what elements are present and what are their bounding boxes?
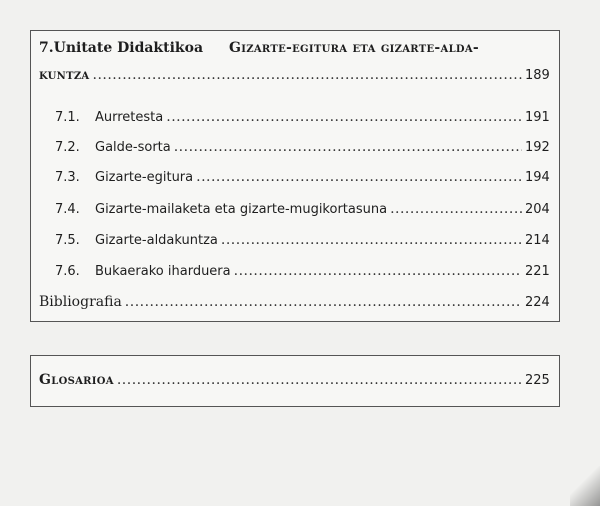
page-number: 194 [525, 170, 550, 185]
dot-leader [221, 232, 522, 248]
toc-entry-7-1[interactable] [55, 109, 549, 125]
toc-entry-7-6[interactable] [55, 263, 549, 279]
toc-entry-glossary[interactable] [39, 372, 549, 388]
dot-leader [196, 169, 522, 185]
dot-leader [166, 109, 522, 125]
glossary-toc-box [30, 355, 560, 407]
page-number: 225 [525, 373, 550, 388]
dot-leader [390, 201, 522, 217]
section-number: 7.3. [55, 170, 80, 185]
section-number: 7.1. [55, 110, 80, 125]
section-title: Gizarte-mailaketa eta gizarte-mugikortasuna [95, 202, 388, 217]
unit-title-line2: kuntza [39, 67, 90, 83]
toc-entry-7-4[interactable] [55, 201, 549, 217]
unit-7-toc-box [30, 30, 560, 322]
section-title: Gizarte-aldakuntza [95, 233, 218, 248]
unit-label: 7.Unitate Didaktikoa [39, 40, 204, 56]
toc-entry-bibliography[interactable] [39, 294, 549, 310]
toc-entry-7-5[interactable] [55, 232, 549, 248]
page-number: 204 [525, 202, 550, 217]
section-title: Aurretesta [95, 110, 164, 125]
page-number: 224 [525, 295, 550, 310]
dot-leader [125, 294, 522, 310]
unit-title-line1: Gizarte-egitura eta gizarte-alda- [229, 40, 480, 56]
unit-heading [39, 40, 479, 56]
toc-entry-7-2[interactable] [55, 139, 549, 155]
section-number: 7.2. [55, 140, 80, 155]
dot-leader [93, 67, 523, 83]
toc-entry-7-3[interactable] [55, 169, 549, 185]
page-number: 221 [525, 264, 550, 279]
dot-leader [174, 139, 522, 155]
bibliography-title: Bibliografia [39, 294, 122, 310]
page-number: 192 [525, 140, 550, 155]
toc-entry-unit[interactable] [39, 67, 549, 83]
section-title: Gizarte-egitura [95, 170, 194, 185]
page-number: 214 [525, 233, 550, 248]
dot-leader [117, 372, 522, 388]
glossary-title: Glosarioa [39, 372, 114, 388]
section-title: Bukaerako iharduera [95, 264, 231, 279]
page-number: 191 [525, 110, 550, 125]
section-number: 7.5. [55, 233, 80, 248]
scan-shadow [570, 466, 600, 506]
section-number: 7.6. [55, 264, 80, 279]
section-number: 7.4. [55, 202, 80, 217]
dot-leader [234, 263, 522, 279]
section-title: Galde-sorta [95, 140, 171, 155]
page-number: 189 [525, 68, 550, 83]
